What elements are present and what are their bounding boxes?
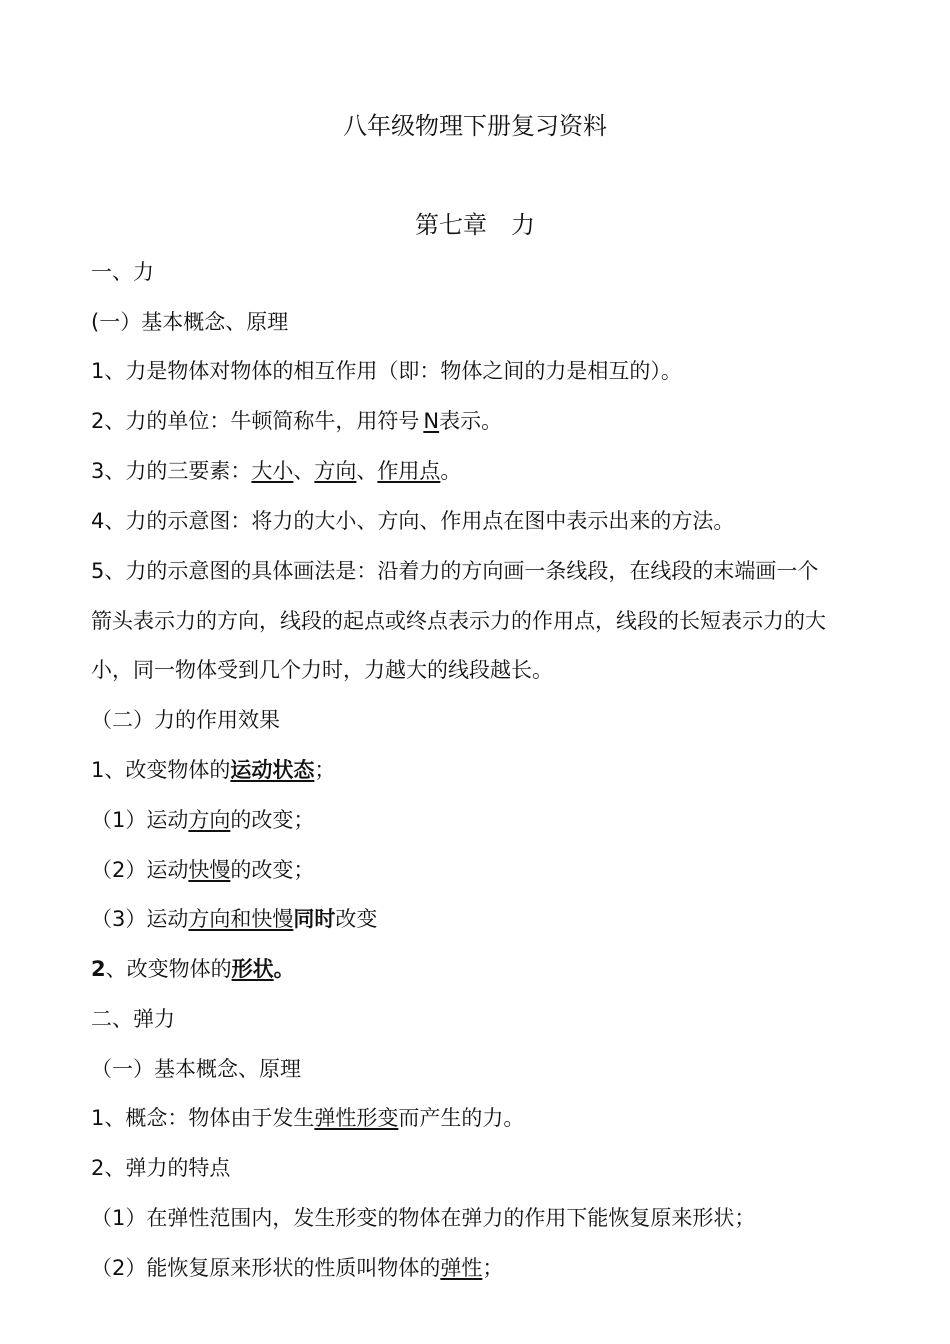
- paragraph-2-text: 2、力的单位：牛顿简称牛，用符号: [91, 409, 420, 433]
- effect-2-text: 、改变物体的: [105, 957, 232, 981]
- keyword-direction-speed: 方向和快慢: [188, 907, 294, 931]
- separator: 、: [293, 459, 315, 483]
- effect-1-a: [91, 806, 891, 834]
- elastic-feature-2: [91, 1254, 891, 1282]
- paragraph-5-line-3: 小，同一物体受到几个力时，力越大的线段越长。: [91, 658, 553, 682]
- paragraph-1: 1、力是物体对物体的相互作用（即：物体之间的力是相互的）。: [91, 359, 682, 383]
- elastic-features-heading: 2、弹力的特点: [91, 1156, 231, 1180]
- element-direction: 方向: [314, 459, 357, 483]
- effect-1-c-end: 改变: [335, 907, 378, 931]
- keyword-motion-state: 运动状态: [230, 758, 315, 782]
- element-point: 作用点: [377, 459, 441, 483]
- elastic-feature-1: （1）在弹性范围内，发生形变的物体在弹力的作用下能恢复原来形状；: [91, 1206, 756, 1230]
- subsection-heading-basics: (一）基本概念、原理: [91, 310, 289, 334]
- effect-1-c-text: （3）运动: [91, 907, 189, 931]
- elastic-concept-end: 而产生的力。: [398, 1106, 525, 1130]
- subsection-heading-elastic-basics: （一）基本概念、原理: [91, 1057, 301, 1081]
- effect-2-number: 2: [91, 957, 106, 981]
- unit-symbol: N: [423, 409, 440, 433]
- element-magnitude: 大小: [251, 459, 294, 483]
- effect-1-b-end: 的改变；: [230, 858, 315, 882]
- section-heading-elastic: 二、弹力: [91, 1007, 175, 1031]
- effect-1: [91, 756, 891, 784]
- paragraph-5-line-1: 5、力的示意图的具体画法是：沿着力的方向画一条线段，在线段的末端画一个: [91, 559, 819, 583]
- effect-1-end: ；: [314, 758, 336, 782]
- keyword-speed: 快慢: [188, 858, 231, 882]
- effect-1-text: 1、改变物体的: [91, 758, 231, 782]
- section-heading-force: 一、力: [91, 260, 154, 284]
- document-title: 八年级物理下册复习资料: [343, 112, 607, 140]
- chapter-title: 第七章 力: [415, 211, 535, 239]
- effect-1-b-text: （2）运动: [91, 858, 189, 882]
- elastic-feature-2-end: ；: [482, 1256, 504, 1280]
- paragraph-5-line-2: 箭头表示力的方向，线段的起点或终点表示力的作用点，线段的长短表示力的大: [91, 609, 826, 633]
- elastic-concept: [91, 1104, 891, 1132]
- paragraph-3-text: 3、力的三要素：: [91, 459, 252, 483]
- effect-1-a-text: （1）运动: [91, 808, 189, 832]
- subsection-heading-effects: （二）力的作用效果: [91, 708, 280, 732]
- paragraph-3: [91, 457, 891, 485]
- separator: 、: [356, 459, 378, 483]
- keyword-elastic-deformation: 弹性形变: [314, 1106, 399, 1130]
- effect-1-c: [91, 905, 891, 933]
- effect-1-b: [91, 856, 891, 884]
- paragraph-2: [91, 407, 891, 435]
- paragraph-4: 4、力的示意图：将力的大小、方向、作用点在图中表示出来的方法。: [91, 509, 735, 533]
- keyword-elasticity: 弹性: [440, 1256, 483, 1280]
- keyword-simultaneous: 同时: [293, 907, 336, 931]
- elastic-concept-text: 1、概念：物体由于发生: [91, 1106, 315, 1130]
- effect-1-a-end: 的改变；: [230, 808, 315, 832]
- effect-2: [91, 955, 891, 983]
- paragraph-3-end: 。: [440, 459, 462, 483]
- elastic-feature-2-text: （2）能恢复原来形状的性质叫物体的: [91, 1256, 441, 1280]
- paragraph-2-end: 表示。: [439, 409, 503, 433]
- effect-2-end: 。: [273, 957, 295, 981]
- keyword-shape: 形状: [231, 957, 274, 981]
- keyword-direction: 方向: [188, 808, 231, 832]
